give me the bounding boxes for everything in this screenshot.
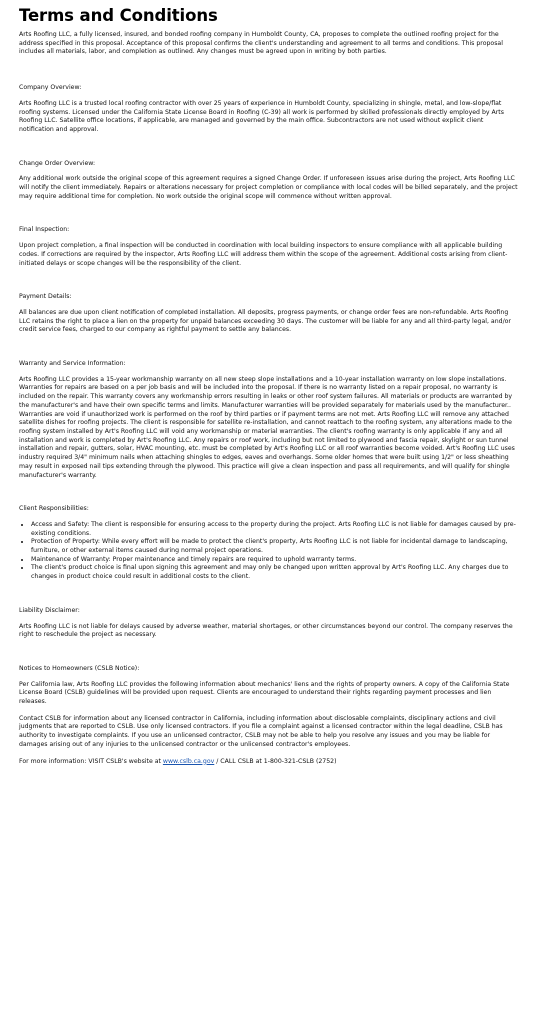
client-responsibilities-list: [19, 521, 518, 582]
more-info-prefix: For more information: VISIT CSLB's website at: [19, 757, 163, 765]
list-item: • Maintenance of Warranty: Proper maintenance and timely repairs are required to uphold warranty terms.: [31, 556, 518, 565]
more-info-suffix: / CALL CSLB at 1-800-321-CSLB (2752): [214, 757, 337, 765]
more-info-line: [19, 758, 518, 767]
list-item: • Protection of Property: While every effort will be made to protect the client's property, Arts Roofing LLC is not liable for incidental damage to landscaping, furniture, or other external items caused during normal project operations.: [31, 538, 518, 555]
list-item: • Access and Safety: The client is responsible for ensuring access to the property during the project. Arts Roofing LLC is not liable for damages caused by pre-existing conditions.: [31, 521, 518, 538]
liability-heading: Liability Disclaimer:: [19, 606, 80, 614]
warranty-body: Arts Roofing LLC provides a 15-year workmanship warranty on all new steep slope installations and a 10-year installation warranty on low slope installations. Warranties for repairs are based on a per job basis and will be included into the proposal. If there is no warranty listed on a repair proposal, no warranty is included on the repair. This warranty covers any workmanship errors resulting in leaks or other roof system failures. All materials or products are warranted by the manufacturer's and have their own specific terms and limits. Manufacturer warranties will be provided separately for materials used by the manufacturer.. Warranties are void if unauthorized work is performed on the roof by third parties or if payment terms are not met. Arts Roofing LLC will remove any attached satellite dishes for roofing projects. The client is responsible for satellite re-installation, and cannot reattach to the roofing system, any alterations made to the roofing system installed by Art's Roofing LLC will void any workmanship or material warranties. The client's roofing warranty is only applicable if any and all installation and work is completed by Art's Roofing LLC. Any repairs or roof work, including but not limited to plywood and fascia repair, skylight or sun tunnel installation and repair, gutters, solar, HVAC mounting, etc. must be completed by Art's Roofing LLC or all roof warranties become voided. Art's Roofing LLC uses industry required 3/4" minimum nails when attaching shingles to edges, eaves and overhangs. Some older homes that were built using 1/2" or less sheathing may result in exposed nail tips extending through the plywood. This practice will give a clean inspection and pass all requirements, and will qualify for shingle manufacturer's warranty.: [19, 375, 515, 479]
change-order-heading: Change Order Overview:: [19, 159, 96, 167]
notices-body-1: Per California law, Arts Roofing LLC provides the following information about mechanics' liens and the rights of property owners. A copy of the California State License Board (CSLB) guidelines will be provided upon request. Clients are encouraged to understand their rights regarding payment processes and lien releases.: [19, 680, 510, 706]
warranty-heading: Warranty and Service Information:: [19, 360, 126, 368]
payment-details-heading: Payment Details:: [19, 293, 72, 301]
company-overview-body: Arts Roofing LLC is a trusted local roofing contractor with over 25 years of experience in Humboldt County, specializing in shingle, metal, and low-slope/flat roofing systems. Licensed under the California State License Board in Roofing (C-39) all work is performed by skilled professionals directly employed by Arts Roofing LLC. Satellite office locations, if applicable, are managed and governed by the main office. Subcontractors are not used without explicit client notification and approval.: [19, 99, 504, 133]
payment-details-body: All balances are due upon client notification of completed installation. All deposits, progress payments, or change order fees are non-refundable. Arts Roofing LLC retains the right to place a lien on the property for unpaid balances exceeding 30 days. The customer will be liable for any and all third-party legal, and/or credit service fees, charged to our company as rightful payment to settle any balances.: [19, 308, 511, 334]
change-order-body: Any additional work outside the original scope of this agreement requires a signed Change Order. If unforeseen issues arise during the project, Arts Roofing LLC will notify the client immediately. Repairs or alterations necessary for project completion or compliance with local codes will be billed separately, and the project may require additional time for completion. No work outside the original scope will commence without written approval.: [19, 175, 518, 200]
liability-body: Arts Roofing LLC is not liable for delays caused by adverse weather, material shortages, or other circumstances beyond our control. The company reserves the right to reschedule the project as necessary.: [19, 622, 513, 639]
list-item: • The client's product choice is final upon signing this agreement and may only be changed upon written approval by Art's Roofing LLC. Any charges due to changes in product choice could result in additional costs to the client.: [31, 564, 518, 581]
company-overview-heading: Company Overview:: [19, 84, 82, 92]
intro-paragraph: Arts Roofing LLC, a fully licensed, insured, and bonded roofing company in Humboldt County, CA, proposes to complete the outlined roofing project for the address specified in this proposal. Acceptance of this proposal confirms the client's understanding and agreement to all terms and conditions. This proposal includes all materials, labor, and completion as outlined. Any changes must be agreed upon in writing by both parties.: [19, 31, 503, 56]
client-responsibilities-heading: Client Responsibilities:: [19, 505, 89, 513]
notices-heading: Notices to Homeowners (CSLB Notice):: [19, 664, 140, 672]
page-title: Terms and Conditions: [19, 6, 218, 25]
final-inspection-heading: Final Inspection:: [19, 226, 70, 234]
final-inspection-body: Upon project completion, a final inspection will be conducted in coordination with local building inspectors to ensure compliance with all applicable building codes. If corrections are required by the inspector, Arts Roofing LLC will address them within the scope of the agreement. Additional costs arising from client-initiated delays or scope changes will be the responsibility of the client.: [19, 242, 508, 267]
cslb-website-link[interactable]: www.cslb.ca.gov: [162, 757, 215, 765]
notices-body-2: Contact CSLB for information about any licensed contractor in California, including information about disclosable complaints, disciplinary actions and civil judgments that are reported to CSLB. Use only licensed contractors. If you file a complaint against a licensed contractor within the legal deadline, CSLB has authority to investigate complaints. If you use an unlicensed contractor, CSLB may not be able to help you resolve any issues and you may be liable for damages arising out of any injuries to the unlicensed contractor or the unlicensed contractor's employees.: [19, 714, 503, 748]
